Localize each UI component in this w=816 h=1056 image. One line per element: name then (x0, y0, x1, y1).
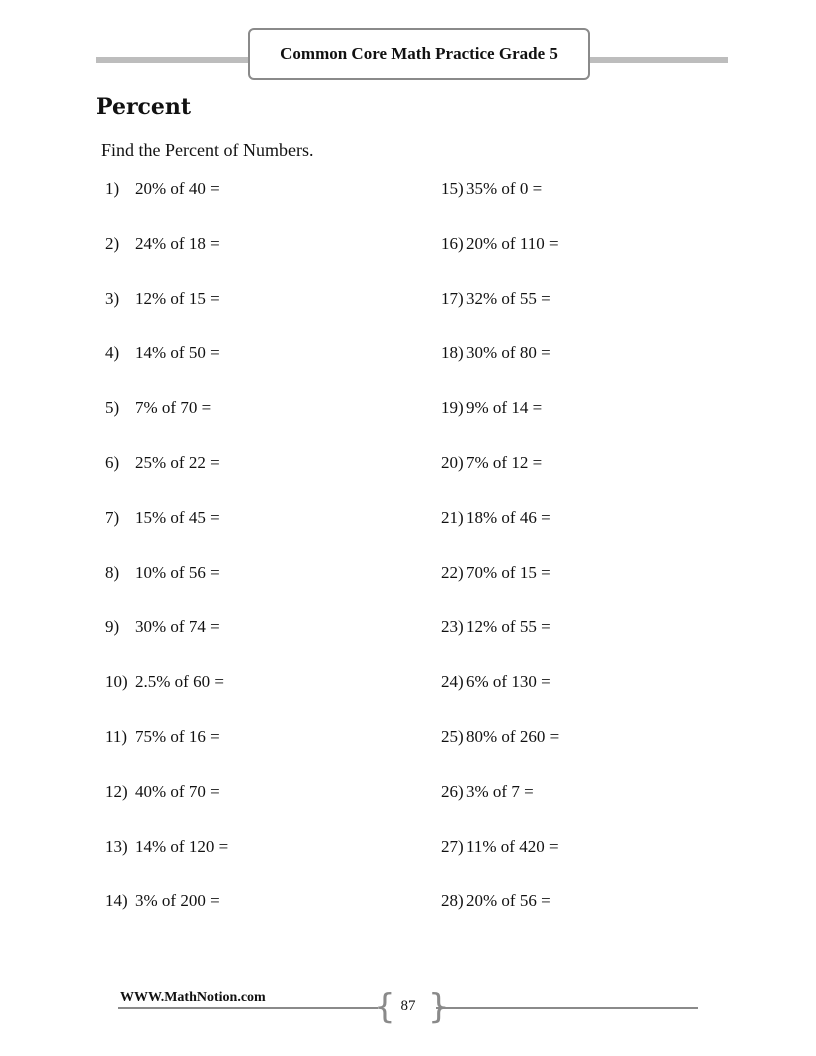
problem-expression: 24% of 18 = (135, 234, 220, 253)
problem-item (105, 672, 224, 692)
problem-expression: 14% of 50 = (135, 343, 220, 362)
problem-item (105, 289, 220, 309)
problem-item (441, 453, 542, 473)
problem-number: 9) (105, 617, 120, 636)
problem-number: 18) (441, 343, 464, 362)
problem-expression: 12% of 55 = (466, 617, 551, 636)
problem-expression: 18% of 46 = (466, 508, 551, 527)
problem-number: 20) (441, 453, 464, 472)
problem-expression: 2.5% of 60 = (135, 672, 224, 691)
problem-number: 23) (441, 617, 464, 636)
problem-item (105, 398, 211, 418)
problem-number: 16) (441, 234, 464, 253)
problem-number: 22) (441, 563, 464, 582)
problem-item (105, 453, 220, 473)
problem-item (441, 672, 551, 692)
problem-number: 21) (441, 508, 464, 527)
footer-website: WWW.MathNotion.com (120, 990, 266, 1005)
problem-expression: 15% of 45 = (135, 508, 220, 527)
problem-item (441, 617, 551, 637)
problem-expression: 25% of 22 = (135, 453, 220, 472)
problem-number: 7) (105, 508, 120, 527)
problem-expression: 32% of 55 = (466, 289, 551, 308)
problem-number: 27) (441, 837, 464, 856)
problem-number: 13) (105, 837, 128, 856)
problem-item (105, 508, 220, 528)
problem-expression: 9% of 14 = (466, 398, 543, 417)
problem-item (441, 343, 551, 363)
problem-item (105, 837, 228, 857)
problem-number: 28) (441, 891, 464, 910)
problem-number: 2) (105, 234, 120, 253)
problem-number: 1) (105, 179, 120, 198)
problem-item (105, 234, 220, 254)
problem-item (441, 837, 559, 857)
problem-item (441, 727, 559, 747)
footer-rule-right (436, 1007, 698, 1009)
problem-item (441, 179, 542, 199)
problem-expression: 20% of 56 = (466, 891, 551, 910)
problem-number: 25) (441, 727, 464, 746)
problem-expression: 30% of 80 = (466, 343, 551, 362)
problem-number: 11) (105, 727, 128, 746)
problem-number: 10) (105, 672, 128, 691)
header-rule-left (96, 57, 252, 63)
problem-expression: 40% of 70 = (135, 782, 220, 801)
header-rule-right (590, 57, 728, 63)
right-brace-icon: } (428, 987, 450, 1027)
book-title: Common Core Math Practice Grade 5 (280, 44, 558, 63)
problem-expression: 75% of 16 = (135, 727, 220, 746)
problem-expression: 14% of 120 = (135, 837, 229, 856)
problem-item (105, 179, 220, 199)
problem-number: 15) (441, 179, 464, 198)
problem-item (105, 727, 220, 747)
problem-expression: 12% of 15 = (135, 289, 220, 308)
footer-rule-left (118, 1007, 378, 1009)
problem-number: 12) (105, 782, 128, 801)
instructions: Find the Percent of Numbers. (101, 140, 314, 160)
problem-expression: 70% of 15 = (466, 563, 551, 582)
problem-item (441, 782, 534, 802)
problem-expression: 7% of 70 = (135, 398, 212, 417)
problem-number: 3) (105, 289, 120, 308)
problem-number: 17) (441, 289, 464, 308)
problem-item (441, 289, 551, 309)
problem-expression: 30% of 74 = (135, 617, 220, 636)
problem-number: 26) (441, 782, 464, 801)
problem-number: 5) (105, 398, 120, 417)
problem-item (441, 891, 551, 911)
problem-number: 14) (105, 891, 128, 910)
problem-item (441, 398, 542, 418)
problem-expression: 80% of 260 = (466, 727, 560, 746)
problem-expression: 35% of 0 = (466, 179, 543, 198)
left-brace-icon: { (374, 987, 396, 1027)
problem-item (105, 782, 220, 802)
problem-number: 19) (441, 398, 464, 417)
problem-item (105, 617, 220, 637)
problem-item (441, 234, 559, 254)
problem-expression: 7% of 12 = (466, 453, 543, 472)
problem-number: 8) (105, 563, 120, 582)
problem-expression: 10% of 56 = (135, 563, 220, 582)
problem-expression: 20% of 40 = (135, 179, 220, 198)
page-number: 87 (400, 998, 416, 1014)
problem-number: 24) (441, 672, 464, 691)
problem-expression: 6% of 130 = (466, 672, 551, 691)
problem-item (105, 343, 220, 363)
problem-expression: 20% of 110 = (466, 234, 559, 253)
problem-item (441, 508, 551, 528)
problem-number: 6) (105, 453, 120, 472)
problem-expression: 3% of 7 = (466, 782, 534, 801)
problem-number: 4) (105, 343, 120, 362)
problem-expression: 3% of 200 = (135, 891, 220, 910)
problem-item (105, 563, 220, 583)
book-title-box (248, 28, 590, 80)
section-title: Percent (96, 94, 192, 120)
problem-expression: 11% of 420 = (466, 837, 559, 856)
problem-item (441, 563, 551, 583)
problem-item (105, 891, 220, 911)
